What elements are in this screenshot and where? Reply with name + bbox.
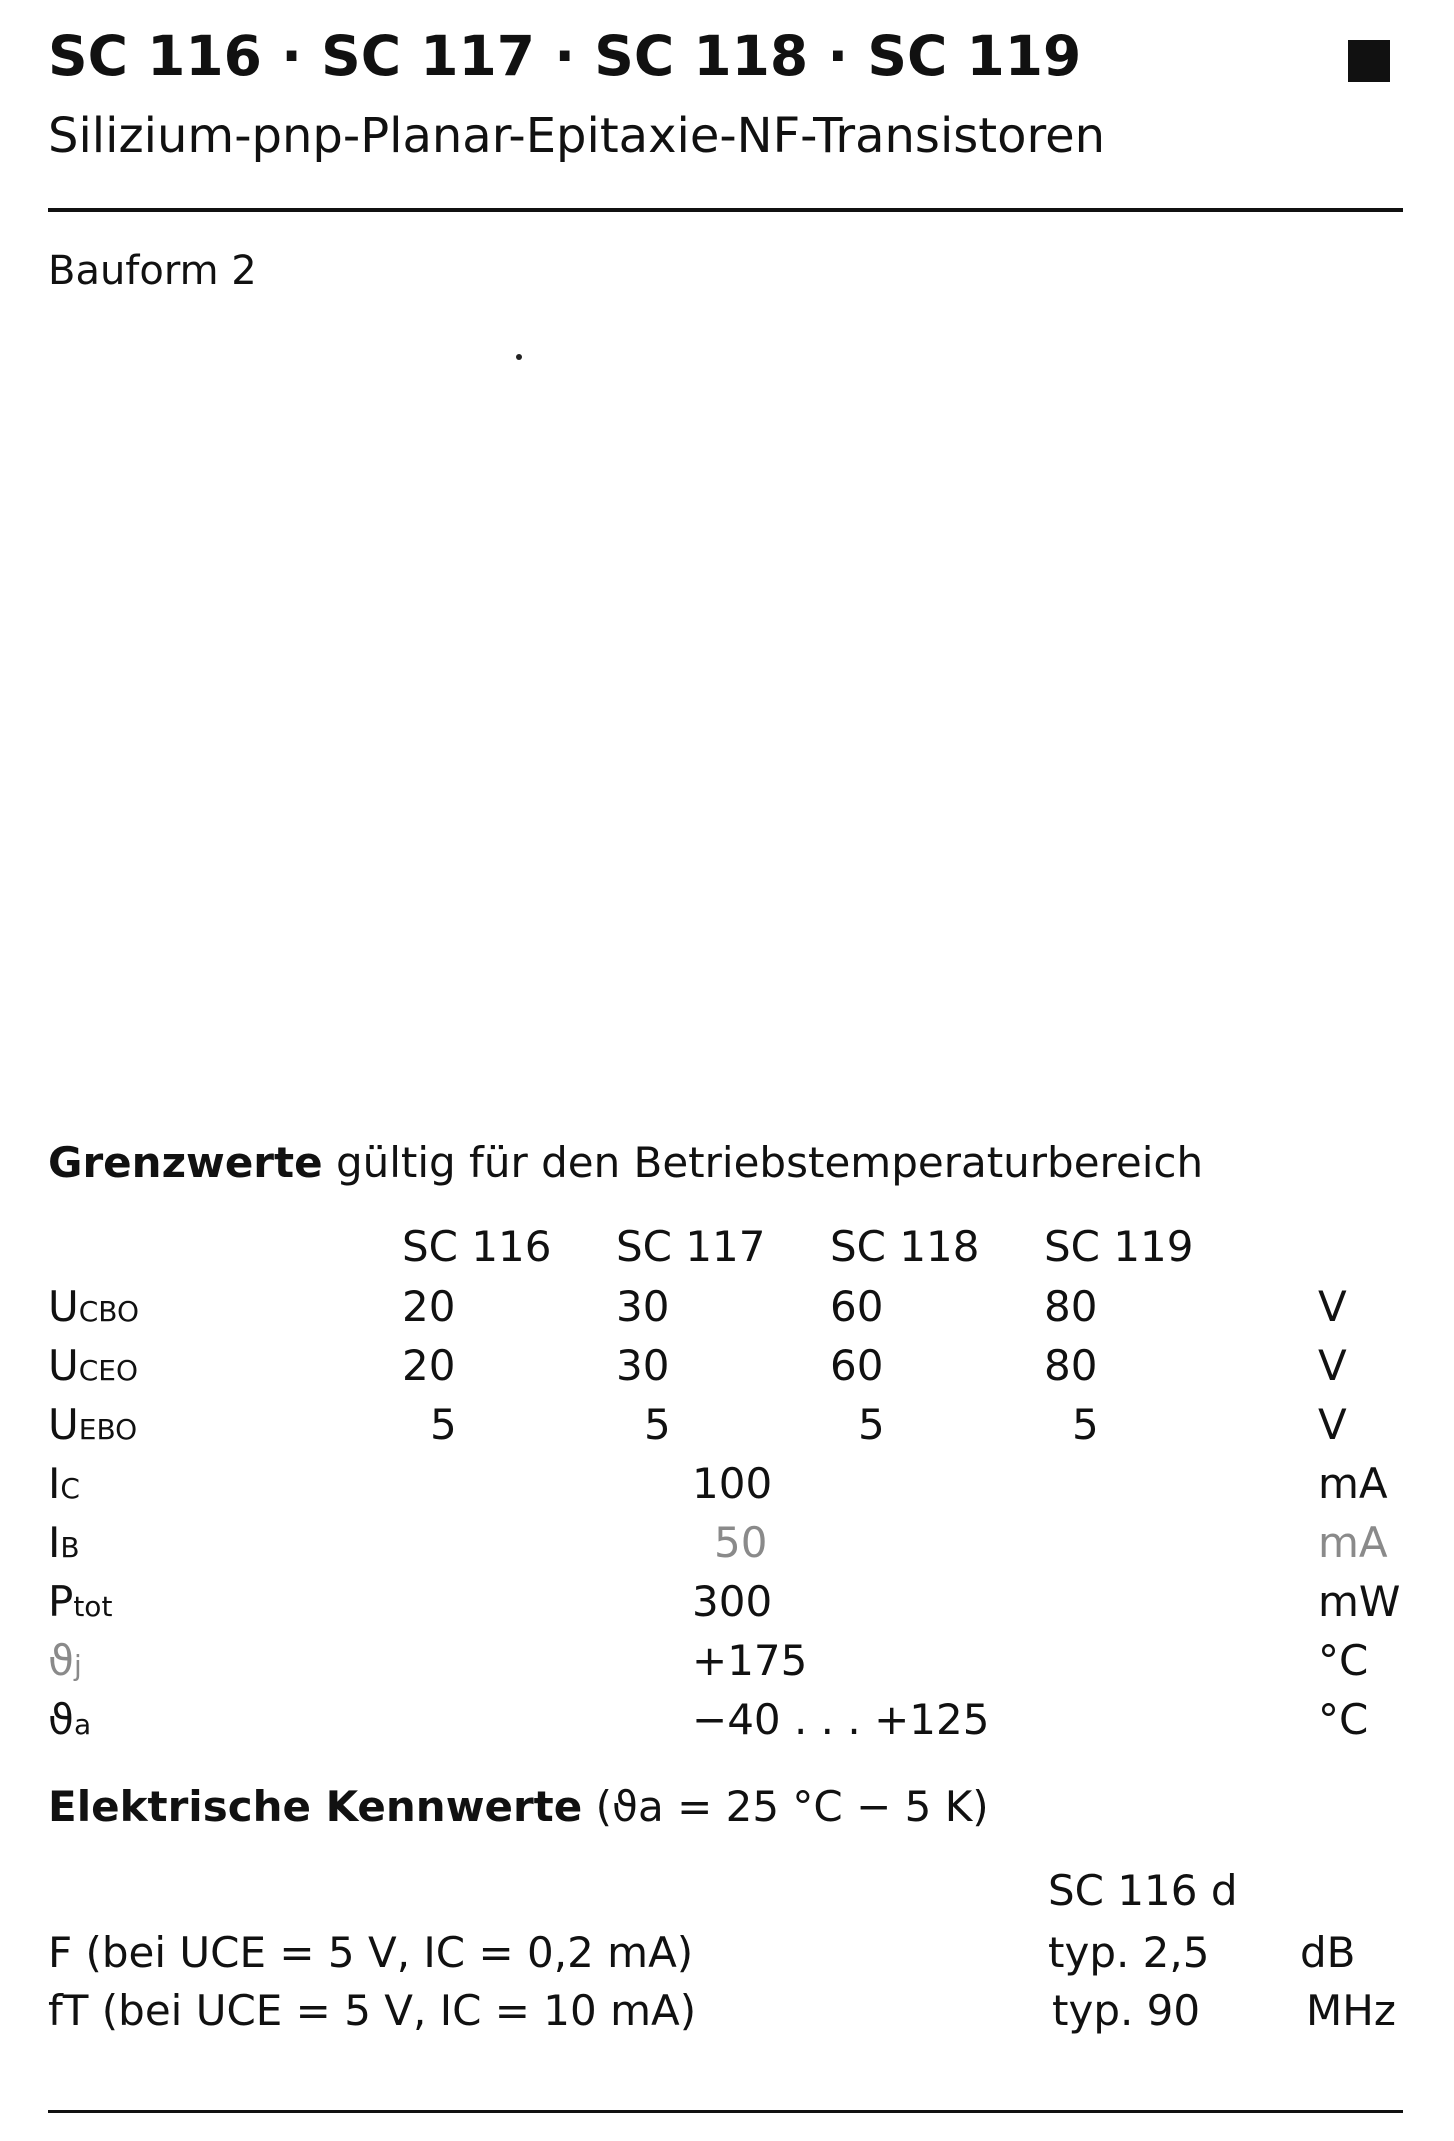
row-symbol-sub: B: [60, 1531, 80, 1564]
row-symbol-sub: EBO: [78, 1413, 138, 1446]
table-cell: 5: [430, 1400, 457, 1449]
kennwerte-row-label: F (bei UCE = 5 V, IC = 0,2 mA): [48, 1928, 694, 1977]
footer-divider: [48, 2110, 1403, 2113]
row-symbol-sub: tot: [73, 1590, 113, 1623]
row-symbol-main: U: [48, 1400, 79, 1449]
kennwerte-heading: [48, 1782, 989, 1831]
row-unit: V: [1318, 1282, 1347, 1331]
row-symbol-main: U: [48, 1282, 79, 1331]
row-symbol-sub: a: [74, 1708, 92, 1741]
table-cell: 20: [402, 1282, 456, 1331]
kennwerte-type-label: SC 116 d: [1048, 1866, 1238, 1915]
table-cell: 300: [692, 1577, 773, 1626]
row-symbol-theta-a: [48, 1695, 91, 1744]
table-cell: 30: [616, 1282, 670, 1331]
row-unit: V: [1318, 1341, 1347, 1390]
row-unit: mA: [1318, 1518, 1388, 1567]
black-square-marker: [1348, 40, 1390, 82]
table-cell: −40 . . . +125: [692, 1695, 990, 1744]
table-cell: 5: [1072, 1400, 1099, 1449]
row-symbol-sub: C: [60, 1472, 80, 1505]
row-unit: °C: [1318, 1636, 1369, 1685]
row-symbol-uebo: [48, 1400, 137, 1449]
column-header-sc119: SC 119: [1044, 1222, 1194, 1271]
table-cell: 5: [858, 1400, 885, 1449]
row-symbol-main: ϑ: [48, 1695, 75, 1744]
bauform-label: Bauform 2: [48, 248, 257, 294]
row-symbol-ptot: [48, 1577, 112, 1626]
row-unit: mA: [1318, 1459, 1388, 1508]
row-symbol-uceo: [48, 1341, 138, 1390]
table-cell: 50: [714, 1518, 768, 1567]
kennwerte-row-value: typ. 2,5: [1048, 1928, 1210, 1977]
row-symbol-sub: CBO: [78, 1295, 140, 1328]
grenzwerte-heading-bold: Grenzwerte: [48, 1138, 323, 1187]
row-symbol-main: P: [48, 1577, 74, 1626]
grenzwerte-heading: [48, 1138, 1203, 1187]
grenzwerte-heading-rest: gültig für den Betriebstemperaturbereich: [322, 1138, 1204, 1187]
table-cell: 80: [1044, 1341, 1098, 1390]
row-symbol-main: ϑ: [48, 1636, 75, 1685]
header-divider: [48, 208, 1403, 212]
kennwerte-row-value: typ. 90: [1052, 1986, 1201, 2035]
table-cell: 60: [830, 1282, 884, 1331]
kennwerte-row-label: fT (bei UCE = 5 V, IC = 10 mA): [48, 1986, 697, 2035]
row-symbol-main: I: [48, 1518, 61, 1567]
row-symbol-main: U: [48, 1341, 79, 1390]
scan-speck: [516, 354, 522, 360]
column-header-sc116: SC 116: [402, 1222, 552, 1271]
column-header-sc118: SC 118: [830, 1222, 980, 1271]
row-symbol-main: I: [48, 1459, 61, 1508]
table-cell: 60: [830, 1341, 884, 1390]
page-title: SC 116 · SC 117 · SC 118 · SC 119: [48, 24, 1082, 88]
row-unit: V: [1318, 1400, 1347, 1449]
row-symbol-ucbo: [48, 1282, 139, 1331]
column-header-sc117: SC 117: [616, 1222, 766, 1271]
row-unit: mW: [1318, 1577, 1401, 1626]
table-cell: 100: [692, 1459, 773, 1508]
kennwerte-row-unit: MHz: [1306, 1986, 1396, 2035]
row-symbol-theta-j: [48, 1636, 82, 1685]
row-symbol-ic: [48, 1459, 80, 1508]
page-subtitle: Silizium-pnp-Planar-Epitaxie-NF-Transistoren: [48, 108, 1106, 164]
row-symbol-ib: [48, 1518, 80, 1567]
row-symbol-sub: j: [74, 1649, 82, 1682]
kennwerte-heading-rest: (ϑa = 25 °C − 5 K): [582, 1782, 989, 1831]
table-cell: 5: [644, 1400, 671, 1449]
table-cell: 30: [616, 1341, 670, 1390]
kennwerte-row-unit: dB: [1300, 1928, 1356, 1977]
kennwerte-heading-bold: Elektrische Kennwerte: [48, 1782, 583, 1831]
row-unit: °C: [1318, 1695, 1369, 1744]
table-cell: 80: [1044, 1282, 1098, 1331]
table-cell: 20: [402, 1341, 456, 1390]
row-symbol-sub: CEO: [78, 1354, 139, 1387]
table-cell: +175: [692, 1636, 808, 1685]
